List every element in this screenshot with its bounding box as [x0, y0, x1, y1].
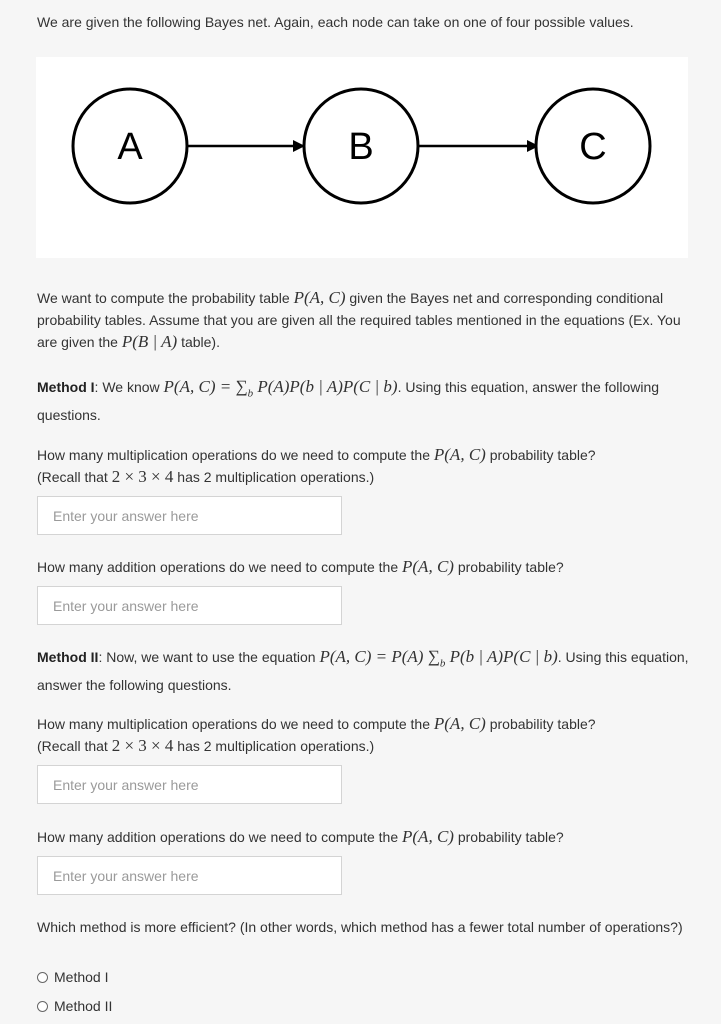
method-1-equation: P(A, $C) = \sum_b$ P(A)P(b | A)P(C | b) — [163, 377, 398, 400]
math-p-a-c: P(A, C) — [293, 288, 346, 307]
answer-input-3[interactable] — [37, 765, 342, 804]
method-2-equation: P(A, C) = P(A) $\sum_b$ P(b | A)P(C | b) — [319, 647, 558, 670]
node-b — [304, 89, 418, 203]
math-p-b-given-a: P(B | A) — [121, 332, 178, 351]
option-method-2[interactable] — [37, 996, 112, 1016]
option-label: Method I — [54, 969, 109, 985]
method-1-description: Method I: We know P(A, $C) = \sum_b$ P(A)P(b | A)P(C | b). Using this equation, answer the following questions. — [37, 377, 660, 424]
intro-text: We are given the following Bayes net. Again, each node can take on one of four possible values. — [37, 14, 634, 30]
method-2-label: Method II — [37, 649, 99, 665]
final-question: Which method is more efficient? (In other words, which method has a fewer total number of operations?) — [37, 919, 683, 935]
question-1: How many multiplication operations do we need to compute the P(A, C) probability table? (Recall that 2 × 3 × 4 has 2 multiplication operations.) — [37, 445, 596, 486]
task-description: We want to compute the probability table P(A, C) given the Bayes net and corresponding conditional probability tables. Assume that you are given all the required tables mentioned in the equations (Ex. You are given the P(B | A) table). — [37, 288, 681, 351]
node-b-label: B — [348, 126, 374, 168]
option-label: Method II — [54, 998, 113, 1014]
answer-input-4[interactable] — [37, 856, 342, 895]
method-2-description: Method II: Now, we want to use the equation P(A, C) = P(A) $\sum_b$ P(b | A)P(C | b). Using this equation, answer the following questions. — [37, 647, 689, 694]
option-method-1[interactable] — [37, 967, 108, 987]
question-2: How many addition operations do we need to compute the P(A, C) probability table? — [37, 557, 564, 576]
bayes-net-diagram — [36, 57, 688, 258]
node-a-label: A — [117, 126, 143, 168]
question-3: How many multiplication operations do we need to compute the P(A, C) probability table? (Recall that 2 × 3 × 4 has 2 multiplication operations.) — [37, 714, 596, 755]
radio-button[interactable] — [37, 1001, 48, 1012]
answer-input-2[interactable] — [37, 586, 342, 625]
radio-button[interactable] — [37, 972, 48, 983]
answer-input-1[interactable] — [37, 496, 342, 535]
node-c — [536, 89, 650, 203]
node-c-label: C — [579, 126, 607, 168]
question-4: How many addition operations do we need to compute the P(A, C) probability table? — [37, 827, 564, 846]
method-1-label: Method I — [37, 379, 95, 395]
node-a — [73, 89, 187, 203]
